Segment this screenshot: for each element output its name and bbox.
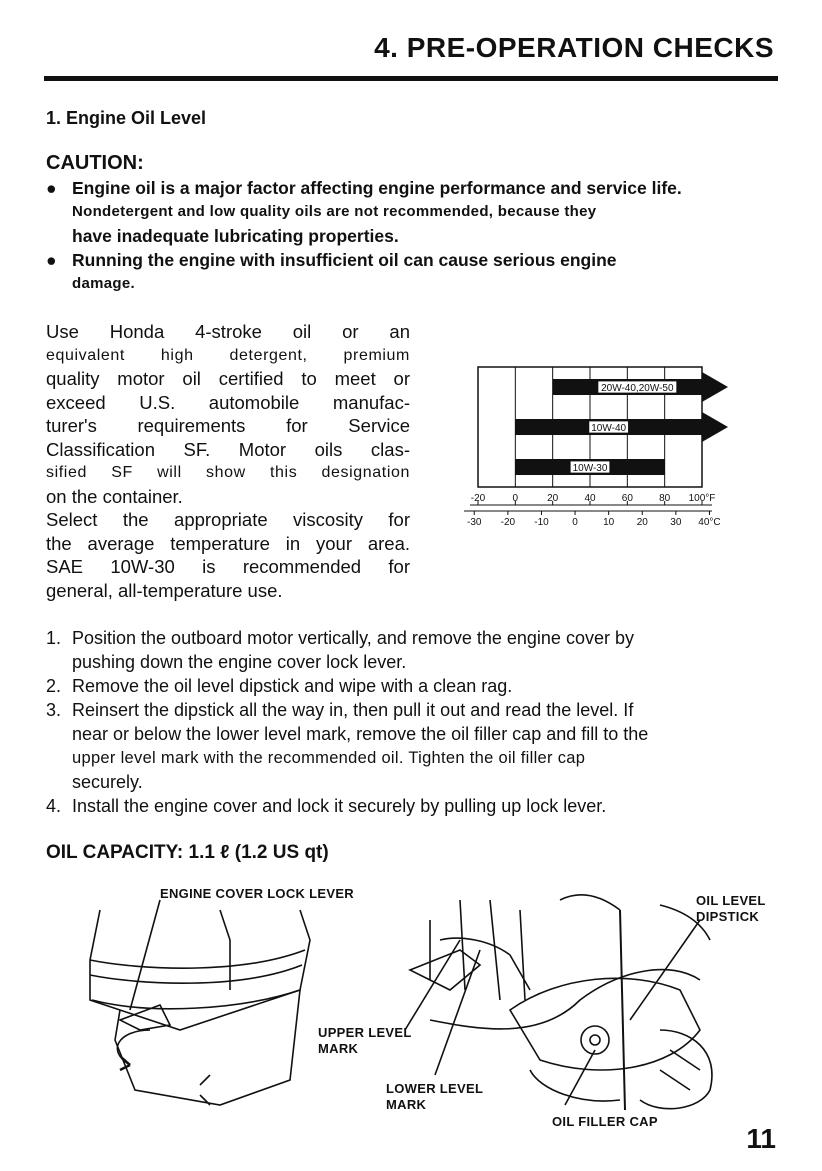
step-1	[46, 626, 776, 674]
tick-label-f: 100°F	[688, 493, 716, 504]
step-2	[46, 674, 776, 698]
intro-line: Classification SF. Motor oils clas-	[46, 438, 410, 460]
step-number: 3.	[46, 700, 62, 720]
label-line: DIPSTICK	[696, 909, 760, 924]
tick-label-f: 60	[621, 493, 633, 504]
caution-line: have inadequate lubricating properties.	[72, 226, 399, 246]
intro-line: sified SF will show this designation	[46, 464, 410, 481]
tick-label-c: 40°C	[698, 517, 721, 528]
step-line: near or below the lower level mark, remove the oil filler cap and fill to the	[72, 724, 649, 744]
dipstick-leader	[630, 920, 700, 1020]
tick-label-c: -20	[500, 517, 516, 528]
page-number: 11	[746, 1123, 776, 1154]
tick-label-f: -20	[470, 493, 486, 504]
caution-line: Running the engine with insufficient oil can cause serious engine	[72, 250, 617, 270]
label-line: UPPER LEVEL	[318, 1025, 412, 1040]
header-rule	[44, 76, 778, 81]
step-line: pushing down the engine cover lock lever.	[72, 652, 407, 672]
step-line: upper level mark with the recommended oil. Tighten the oil filler cap	[72, 749, 586, 767]
tick-label-c: 10	[603, 517, 615, 528]
lower-level-mark-label	[386, 1081, 483, 1113]
step-number: 1.	[46, 628, 62, 648]
viscosity-chart	[440, 355, 740, 535]
tick-label-f: 80	[659, 493, 671, 504]
page-header-title: 4. PRE-OPERATION CHECKS	[374, 32, 774, 63]
tick-label-c: -10	[534, 517, 549, 528]
oil-recommendation-text	[46, 320, 410, 602]
tick-label-f: 40	[584, 493, 596, 504]
upper-mark-leader	[405, 940, 460, 1030]
engine-cover-drawing	[90, 910, 310, 1105]
intro-line: Select the appropriate viscosity for	[46, 509, 410, 530]
filler-cap-leader	[565, 1050, 595, 1105]
step-4	[46, 794, 776, 818]
engine-cover-lock-lever-label: ENGINE COVER LOCK LEVER	[160, 886, 354, 901]
bar-label: 20W-40,20W-50	[601, 383, 674, 394]
intro-line: general, all-temperature use.	[46, 579, 283, 601]
bullet-icon: ●	[46, 250, 57, 270]
step-3	[46, 698, 776, 794]
step-line: Reinsert the dipstick all the way in, then pull it out and read the level. If	[72, 700, 634, 720]
tick-label-c: 30	[670, 517, 682, 528]
bullet-icon: ●	[46, 178, 57, 198]
lock-lever-leader	[130, 900, 160, 1010]
engine-detail-drawing	[410, 895, 712, 1110]
step-number: 2.	[46, 676, 62, 696]
label-line: MARK	[386, 1097, 427, 1112]
step-number: 4.	[46, 796, 62, 816]
intro-line: SAE 10W-30 is recommended for	[46, 556, 410, 577]
viscosity-arrow	[702, 412, 728, 442]
intro-line: on the container.	[46, 485, 183, 507]
intro-line: exceed U.S. automobile manufac-	[46, 391, 410, 413]
bar-label: 10W-30	[572, 463, 608, 474]
step-line: Remove the oil level dipstick and wipe with a clean rag.	[72, 676, 513, 696]
label-line: MARK	[318, 1041, 359, 1056]
tick-label-c: 20	[636, 517, 648, 528]
tick-label-c: 0	[572, 517, 578, 528]
caution-item-2	[46, 248, 776, 296]
step-line: securely.	[72, 772, 143, 792]
tick-label-f: 20	[547, 493, 559, 504]
intro-line: Use Honda 4-stroke oil or an	[46, 321, 410, 342]
tick-label-c: -30	[467, 517, 482, 528]
caution-line: damage.	[72, 275, 135, 292]
chart-ticks	[464, 493, 721, 528]
caution-item-1	[46, 176, 776, 248]
oil-filler-cap-label: OIL FILLER CAP	[552, 1114, 658, 1129]
intro-line: the average temperature in your area.	[46, 532, 410, 554]
step-line: Position the outboard motor vertically, and remove the engine cover by	[72, 628, 634, 648]
intro-line: turer's requirements for Service	[46, 415, 410, 436]
viscosity-arrow	[702, 372, 728, 402]
upper-level-mark-label	[318, 1025, 412, 1057]
intro-line: equivalent high detergent, premium	[46, 346, 410, 364]
caution-line: Nondetergent and low quality oils are not recommended, because they	[72, 203, 597, 220]
label-line: OIL LEVEL	[696, 893, 766, 908]
chart-bars	[515, 372, 728, 475]
step-line: Install the engine cover and lock it securely by pulling up lock lever.	[72, 796, 607, 816]
section-title: 1. Engine Oil Level	[46, 108, 207, 128]
caution-label: CAUTION:	[46, 152, 144, 174]
caution-line: Engine oil is a major factor affecting engine performance and service life.	[72, 178, 682, 198]
tick-label-f: 0	[512, 493, 519, 504]
label-line: LOWER LEVEL	[386, 1081, 484, 1096]
oil-level-dipstick-label	[696, 893, 766, 925]
bar-label: 10W-40	[591, 423, 627, 434]
procedure-steps	[46, 626, 776, 818]
intro-line: quality motor oil certified to meet or	[46, 368, 410, 389]
oil-capacity: OIL CAPACITY: 1.1 ℓ (1.2 US qt)	[46, 842, 329, 863]
